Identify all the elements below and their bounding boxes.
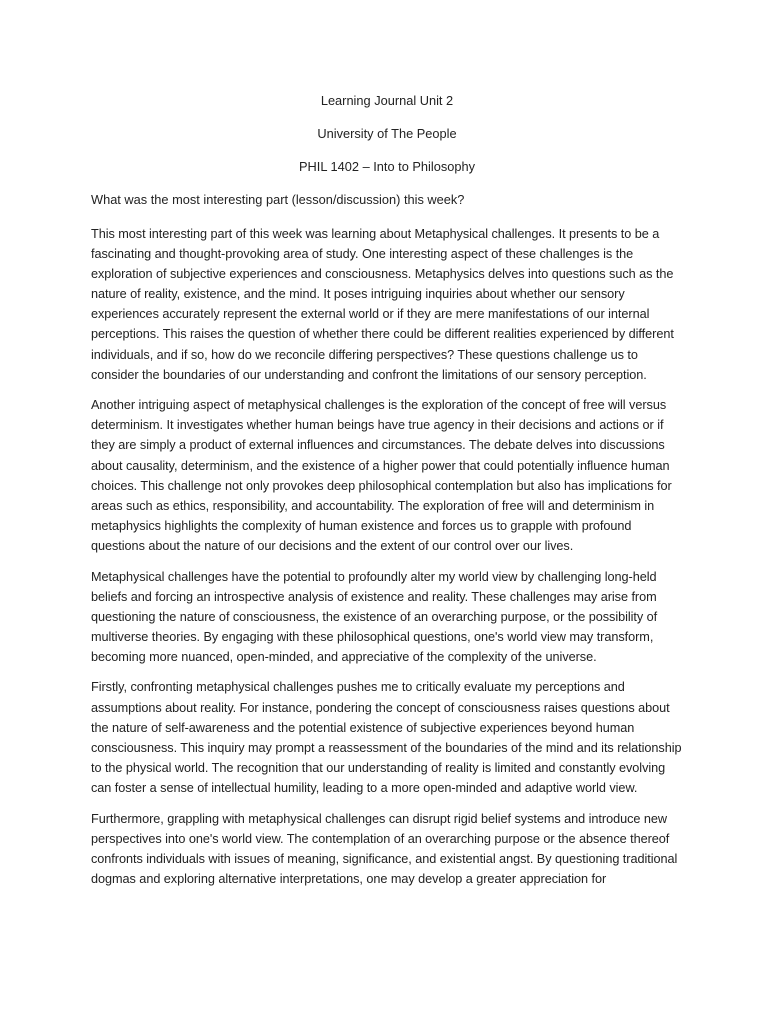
document-title: Learning Journal Unit 2 [320, 93, 454, 108]
document-page [91, 93, 683, 899]
institution-name: University of The People [317, 126, 457, 141]
paragraph-firstly: Firstly, confronting metaphysical challenges pushes me to critically evaluate my perceptions and assumptions about reality. For instance, pondering the concept of consciousness raises questions about the nature of self-awareness and the potential existence of subjective experiences beyond human consciousness. This inquiry may prompt a reassessment of the boundaries of the mind and its relationship to the physical world. The recognition that our understanding of reality is limited and constantly evolving can foster a sense of intellectual humility, leading to a more open-minded and adaptive world view. [91, 680, 682, 795]
paragraph-world-view: Metaphysical challenges have the potential to profoundly alter my world view by challenging long-held beliefs and forcing an introspective analysis of existence and reality. These challenges may arise from questioning the nature of consciousness, the existence of an overarching purpose, or the possibility of multiverse theories. By engaging with these philosophical questions, one's world view may transform, becoming more nuanced, open-minded, and appreciative of the complexity of the universe. [91, 569, 658, 664]
journal-question: What was the most interesting part (lesson/discussion) this week? [91, 192, 465, 207]
paragraph-metaphysical-challenges: This most interesting part of this week was learning about Metaphysical challenges. It presents to be a fascinating and thought-provoking area of study. One interesting aspect of these challenges is the exploration of subjective experiences and consciousness. Metaphysics delves into questions such as the nature of reality, existence, and the mind. It poses intriguing inquiries about whether our sensory experiences accurately represent the external world or if they are mere manifestations of our internal perceptions. This raises the question of whether there could be different realities experienced by different individuals, and if so, how do we reconcile differing perspectives? These questions challenge us to consider the boundaries of our understanding and confront the limitations of our sensory perception. [91, 227, 674, 382]
paragraph-furthermore: Furthermore, grappling with metaphysical challenges can disrupt rigid belief systems and introduce new perspectives into one's world view. The contemplation of an overarching purpose or the absence thereof confronts individuals with issues of meaning, significance, and existential angst. By questioning traditional dogmas and exploring alternative interpretations, one may develop a greater appreciation for [91, 811, 678, 886]
course-name: PHIL 1402 – Into to Philosophy [299, 159, 475, 174]
paragraph-free-will: Another intriguing aspect of metaphysical challenges is the exploration of the concept of free will versus determinism. It investigates whether human beings have true agency in their decisions and actions or if they are simply a product of external influences and circumstances. The debate delves into discussions about causality, determinism, and the existence of a higher power that could potentially influence human choices. This challenge not only provokes deep philosophical contemplation but also has implications for areas such as ethics, responsibility, and accountability. The exploration of free will and determinism in metaphysics highlights the complexity of human existence and forces us to grapple with profound questions about the nature of our decisions and the extent of our control over our lives. [91, 398, 672, 553]
